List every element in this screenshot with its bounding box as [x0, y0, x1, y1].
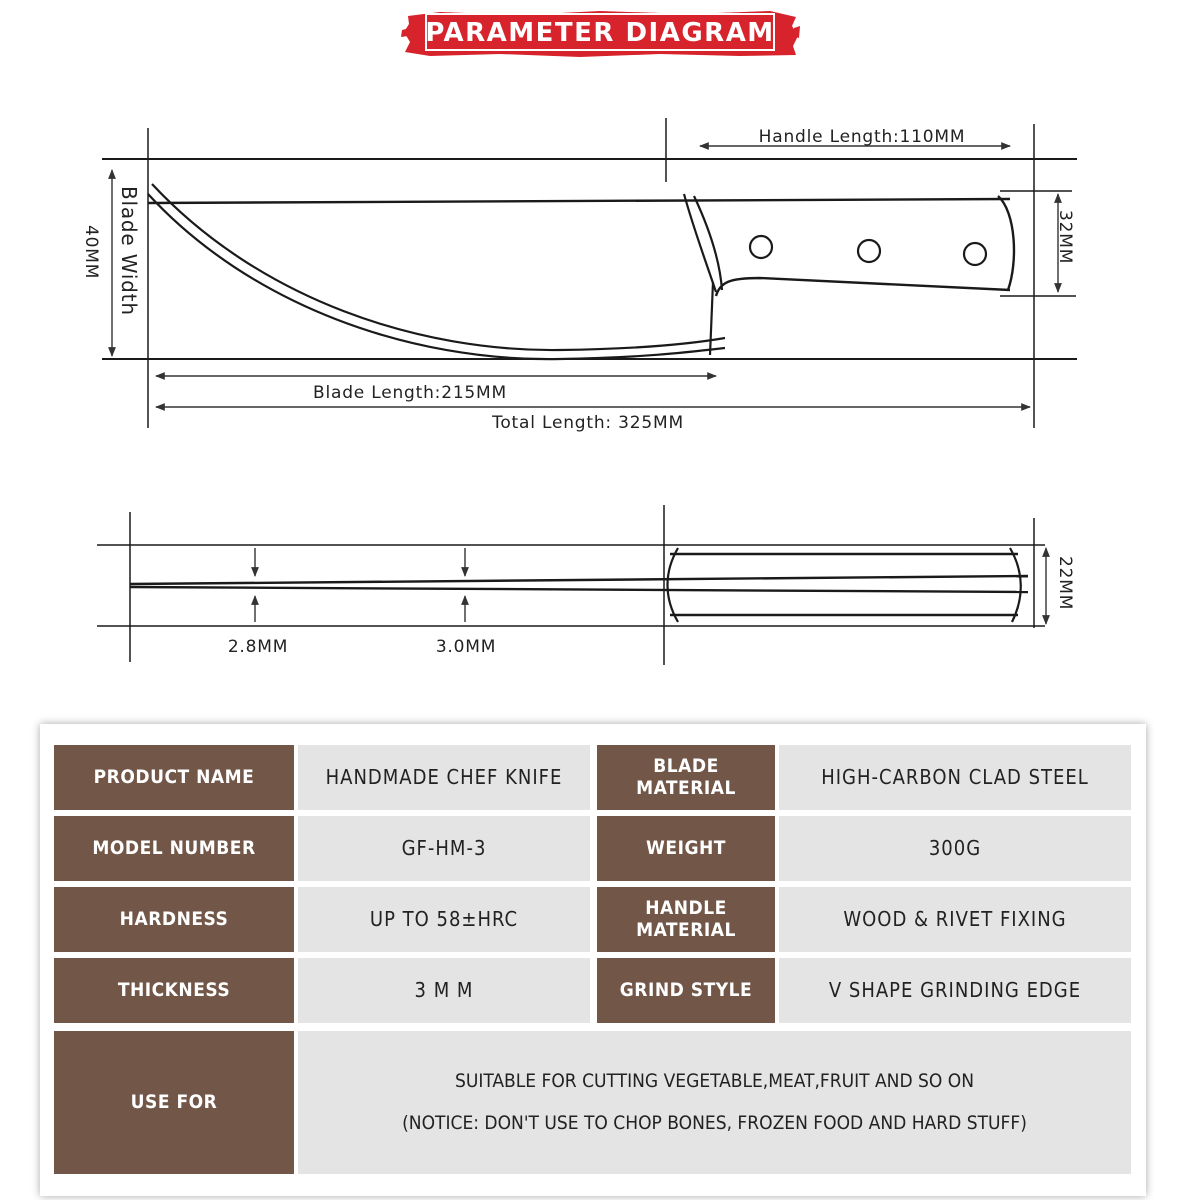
use-for-value — [298, 1031, 1131, 1174]
spec-table — [40, 724, 1146, 1196]
handle-bottom — [716, 278, 1010, 296]
hardness-label: HARDNESS — [54, 887, 294, 952]
blade-width-value: 40MM — [81, 225, 101, 280]
blade-width-label: Blade Width — [117, 186, 141, 316]
spine-thickness-label: 3.0MM — [435, 637, 497, 657]
rivet-2-icon — [858, 240, 880, 262]
handle-width-label: 22MM — [1055, 556, 1075, 611]
blade-material-value: HIGH-CARBON CLAD STEEL — [779, 745, 1131, 810]
blade-top-edge — [130, 576, 1028, 584]
use-for-line-2: (NOTICE: DON'T USE TO CHOP BONES, FROZEN FOOD AND HARD STUFF) — [402, 1111, 1027, 1134]
side-view — [102, 118, 1077, 428]
handle-material-label: HANDLE MATERIAL — [597, 887, 775, 952]
product-name-value: HANDMADE CHEF KNIFE — [298, 745, 590, 810]
handle-height-label: 32MM — [1055, 210, 1075, 265]
blade-edge-outer — [152, 184, 725, 350]
grind-style-label: GRIND STYLE — [597, 958, 775, 1023]
blade-bottom-edge — [130, 587, 1028, 592]
thickness-value: 3 M M — [298, 958, 590, 1023]
handle-material-value: WOOD & RIVET FIXING — [779, 887, 1131, 952]
weight-value: 300G — [779, 816, 1131, 881]
grind-style-value: V SHAPE GRINDING EDGE — [779, 958, 1131, 1023]
product-name-label: PRODUCT NAME — [54, 745, 294, 810]
blade-edge-inner — [148, 194, 725, 359]
blade-spine — [148, 199, 1010, 203]
model-number-label: MODEL NUMBER — [54, 816, 294, 881]
banner-title: PARAMETER DIAGRAM — [425, 18, 775, 48]
handle-butt — [998, 196, 1014, 290]
use-for-label: USE FOR — [54, 1031, 294, 1174]
model-number-value: GF-HM-3 — [298, 816, 590, 881]
handle-length-label: Handle Length:110MM — [758, 127, 966, 147]
rivet-1-icon — [750, 236, 772, 258]
top-view-dimensions — [255, 548, 1046, 624]
side-view-dimensions — [112, 146, 1058, 407]
tip-thickness-label: 2.8MM — [227, 637, 289, 657]
total-length-label: Total Length: 325MM — [492, 413, 684, 433]
use-for-line-1: SUITABLE FOR CUTTING VEGETABLE,MEAT,FRUIT AND SO ON — [454, 1069, 975, 1092]
thickness-label: THICKNESS — [54, 958, 294, 1023]
handle-back-curve — [1010, 548, 1021, 622]
weight-label: WEIGHT — [597, 816, 775, 881]
blade-length-label: Blade Length:215MM — [312, 383, 508, 403]
handle-front-curve — [668, 548, 679, 622]
rivet-3-icon — [964, 243, 986, 265]
blade-material-label: BLADE MATERIAL — [597, 745, 775, 810]
hardness-value: UP TO 58±HRC — [298, 887, 590, 952]
bolster-heel — [710, 282, 713, 355]
